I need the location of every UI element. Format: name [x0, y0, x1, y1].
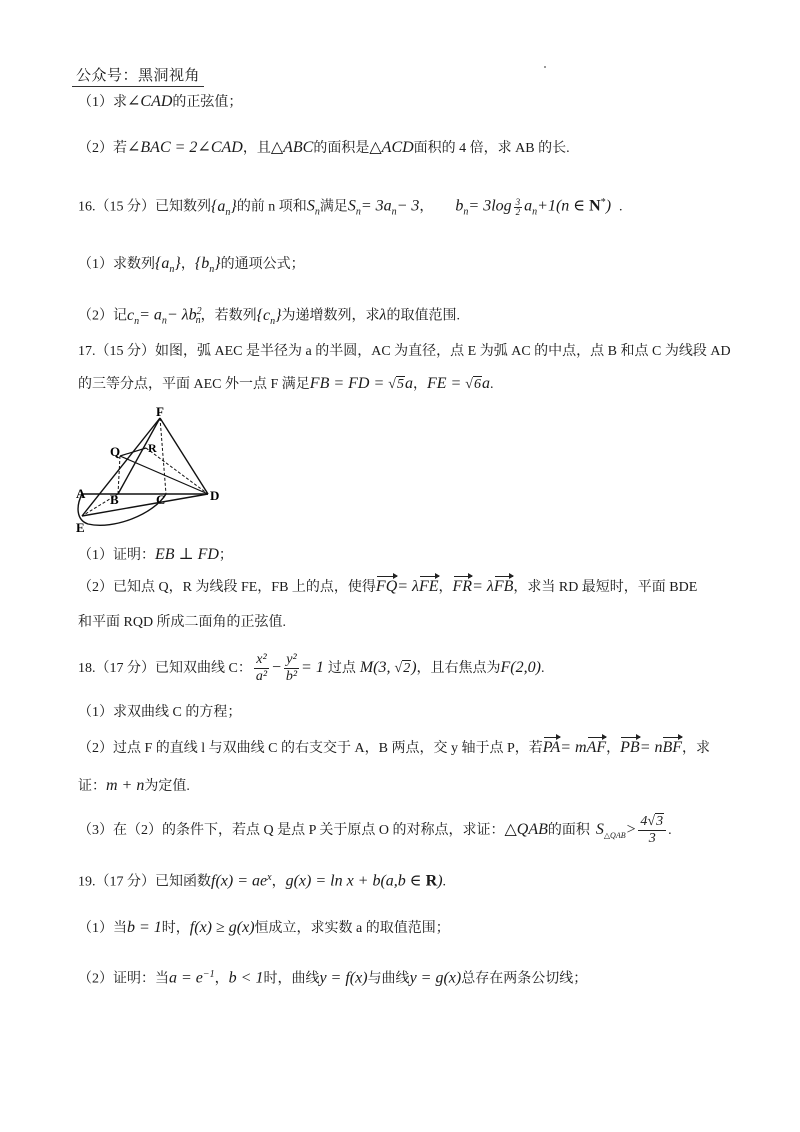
q19-part2: （2）证明：当$a = e^{-1}$，b < 1时，曲线y = f(x)与曲线y = g(x)总存在两条公切线； — [78, 969, 588, 987]
edge-QB — [118, 456, 120, 494]
edge-FB — [118, 418, 160, 494]
q16-stem: 16.（15 分）已知数列$\{a_n\}$的前 n 项和$S_n$满足$S_n= 3a_n- 3$， $b_n= 3\log$ $\frac{3}{2}$ $a_n+1(n$ ∈ N*) . — [78, 196, 623, 218]
label-R: R — [148, 441, 157, 455]
q17-stem-line2: 的三等分点，平面 AEC 外一点 F 满足FB = FD = √5a，FE = √6a. — [78, 375, 494, 392]
label-B: B — [110, 492, 119, 507]
q19-part1: （1）当b = 1时，f(x) ≥ g(x)恒成立，求实数 a 的取值范围； — [78, 919, 450, 936]
q18-part1: （1）求双曲线 C 的方程； — [78, 705, 242, 720]
q19-stem: 19.（17 分）已知函数$f(x) = ae^x$，g(x) = ln x + b(a,b ∈ R). — [78, 872, 447, 890]
label-Q: Q — [110, 444, 121, 459]
q18-stem: 18.（17 分）已知双曲线 C： $\frac{\text{x²}}{\text{a²}}$ − $\frac{\text{y²}}{\text{b²}}$ = 1 过点 M(3, √2)，且右焦点为F(2,0). — [78, 652, 545, 685]
q17-part2-line1: （2）已知点 Q，R 为线段 FE，FB 上的点，使得FQ= λFE，FR= λFB，求当 RD 最短时，平面 BDE — [78, 578, 698, 595]
q18-part3: （3）在（2）的条件下，若点 Q 是点 P 关于原点 O 的对称点，求证：△QAB的面积 $S_{\triangle QAB}>$ $\frac{4√3}{3}$ . — [78, 814, 672, 847]
edge-FD — [160, 418, 208, 494]
scan-dot — [544, 66, 546, 68]
label-E: E — [76, 520, 85, 535]
label-A: A — [76, 486, 86, 501]
edge-FC — [160, 418, 166, 494]
q17-part1: （1）证明：EB ⊥ FD； — [78, 546, 233, 563]
label-F: F — [156, 406, 164, 419]
geometry-figure — [74, 406, 234, 538]
q15-part2: （2）若∠BAC = 2∠CAD，且△ABC的面积是△ACD面积的 4 倍，求 AB 的长. — [78, 139, 570, 156]
edge-FE — [82, 418, 160, 516]
q17-part2-line2: 和平面 RQD 所成二面角的正弦值. — [78, 615, 287, 630]
q18-part2-line1: （2）过点 F 的直线 l 与双曲线 C 的右支交于 A，B 两点，交 y 轴于点 P，若PA= mAF，PB= nBF，求 — [78, 739, 711, 756]
q18-part2-line2: 证：m + n为定值. — [78, 777, 190, 794]
label-D: D — [210, 488, 220, 503]
edge-QR — [120, 448, 146, 456]
q16-part2: （2）记$c_n= a_n- \lambda b^2_n$，若数列$\{c_n\}$为递增数列，求λ的取值范围. — [78, 306, 460, 327]
watermark-header: 公众号：黑洞视角 — [72, 62, 204, 87]
q17-stem-line1: 17.（15 分）如图，弧 AEC 是半径为 a 的半圆，AC 为直径，点 E 为弧 AC 的中点，点 B 和点 C 为线段 AD — [78, 344, 731, 359]
q15-part1: （1）求∠CAD的正弦值； — [78, 93, 243, 110]
label-C: C — [156, 492, 166, 507]
q16-part1: （1）求数列$\{a_n\}$，$\{b_n\}$的通项公式； — [78, 255, 305, 276]
